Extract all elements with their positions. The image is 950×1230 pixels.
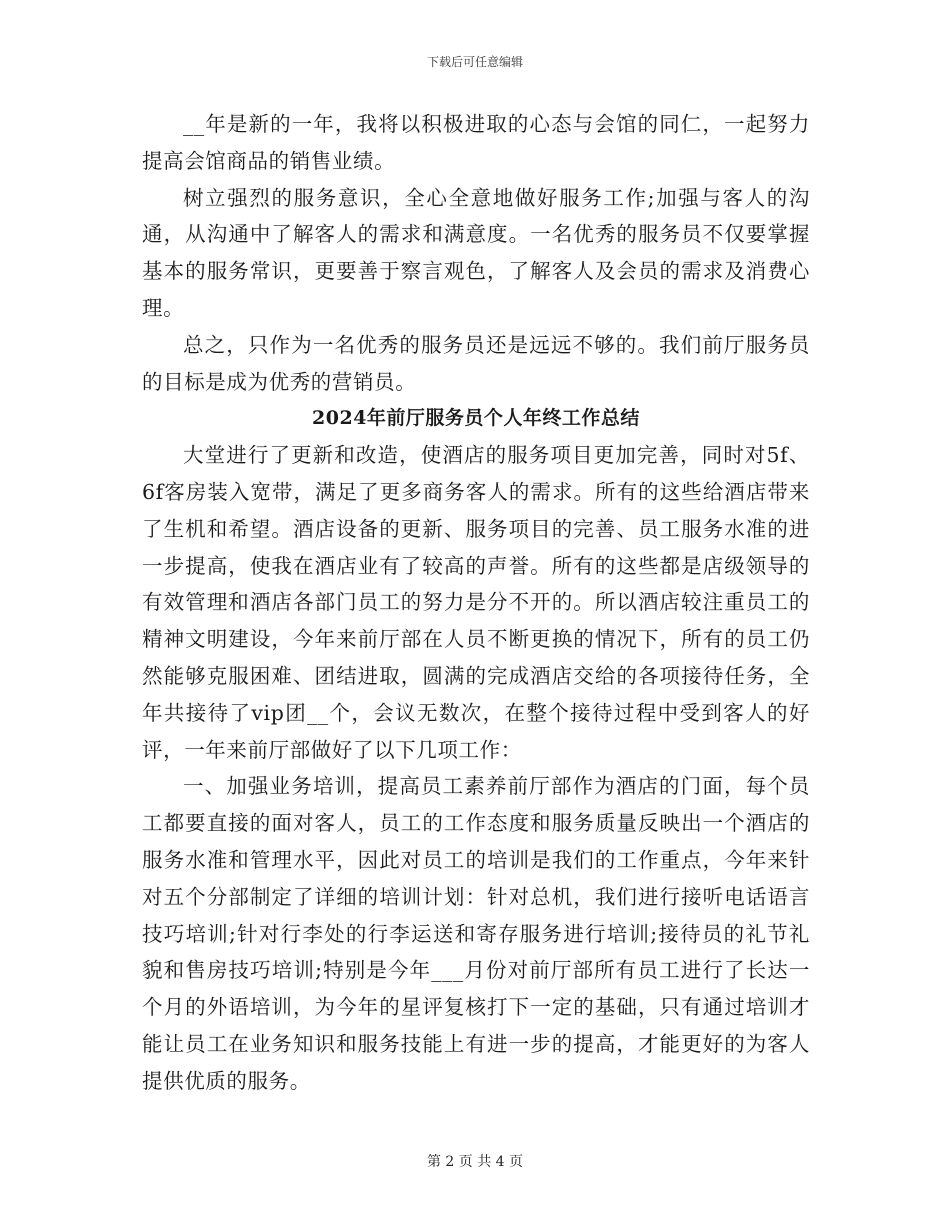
section-title: 2024年前厅服务员个人年终工作总结 [312, 407, 640, 430]
page-number: 第 2 页 共 4 页 [426, 1154, 524, 1170]
paragraph-service-awareness: 树立强烈的服务意识，全心全意地做好服务工作;加强与客人的沟通，从沟通中了解客人的需求和满意度。一名优秀的服务员不仅要掌握基本的服务常识，更要善于察言观色，了解客人及会员的需求及消费心理。 [142, 185, 810, 320]
page-header-note: 下载后可任意编辑 [426, 55, 523, 69]
paragraph-summary: 总之，只作为一名优秀的服务员还是远远不够的。我们前厅服务员的目标是成为优秀的营销员。 [142, 332, 810, 394]
paragraph-training: 一、加强业务培训，提高员工素养前厅部作为酒店的门面，每个员工都要直接的面对客人，员工的工作态度和服务质量反映出一个酒店的服务水准和管理水平，因此对员工的培训是我们的工作重点，今年来针对五个分部制定了详细的培训计划：针对总机，我们进行接听电话语言技巧培训;针对行李处的行李运送和寄存服务进行培训;接待员的礼节礼貌和售房技巧培训;特别是今年___月份对前厅部所有员工进行了长达一个月的外语培训，为今年的星评复核打下一定的基础，只有通过培训才能让员工在业务知识和服务技能上有进一步的提高，才能更好的为客人提供优质的服务。 [142, 774, 810, 1093]
paragraph-lobby-renovation: 大堂进行了更新和改造，使酒店的服务项目更加完善，同时对5f、6f客房装入宽带，满足了更多商务客人的需求。所有的这些给酒店带来了生机和希望。酒店设备的更新、服务项目的完善、员工服务水准的进一步提高，使我在酒店业有了较高的声誉。所有的这些都是店级领导的有效管理和酒店各部门员工的努力是分不开的。所以酒店较注重员工的精神文明建设，今年来前厅部在人员不断更换的情况下，所有的员工仍然能够克服困难、团结进取，圆满的完成酒店交给的各项接待任务，全年共接待了vip团__个，会议无数次，在整个接待过程中受到客人的好评，一年来前厅部做好了以下几项工作： [142, 443, 810, 762]
paragraph-new-year: __年是新的一年，我将以积极进取的心态与会馆的同仁，一起努力提高会馆商品的销售业绩。 [142, 112, 810, 173]
document-body [142, 106, 810, 1100]
